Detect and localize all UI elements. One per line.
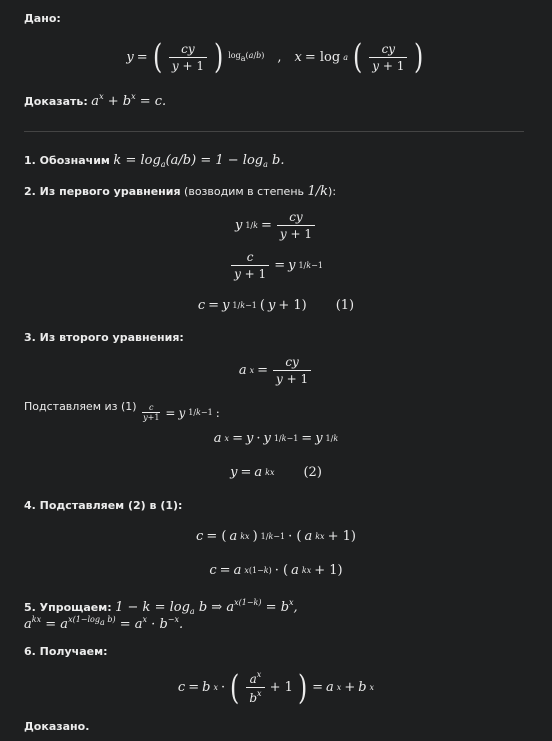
step-5-cont: $a^{kx} = a^{x(1-log_a b)} = a^x \cdot b^{-x}$. <box>24 615 184 632</box>
step-3-eq: a x = $\frac{cy}{y + 1}$ <box>0 355 552 386</box>
step-4-eq-b: c = a x(1−k) · ( a kx + 1) <box>209 563 343 578</box>
step-4-eq-a: c = ( a kx ) 1/k−1 · ( a kx + 1) <box>196 529 356 544</box>
step-1: 1. Обозначим $k = \log_a(a/b) = 1 - \log_a b$. <box>24 153 285 169</box>
step-5: 5. Упрощаем: $1 - k = \log_a b$ ⇒ $a^{x(1-k)} = b^x$, <box>24 598 298 616</box>
substitute-line: Подставляем из (1) $\frac{c}{y+1}$ = y 1/k−1 : <box>24 400 220 422</box>
step-3: 3. Из второго уравнения: <box>24 331 184 344</box>
step-6-eq: c = b x · ( $\frac{a^x}{b^x}$ + 1 ) = a x + b x <box>177 667 375 708</box>
proved-label: Доказано. <box>24 720 90 733</box>
substitute-eq-b: y = a kx (2) <box>230 465 322 480</box>
step-6: 6. Получаем: <box>24 645 108 658</box>
divider <box>24 131 524 132</box>
step-2: 2. Из первого уравнения (возводим в степень 1/k): <box>24 184 337 199</box>
given-equations: y = ( $\frac{cy}{y + 1}$ ) $\log_a(a/b)$ , x = log a ( $\frac{cy}{y + 1}$ ) <box>126 37 424 77</box>
given-label: Дано: <box>24 12 61 25</box>
step-2-eq-c: c = y 1/k−1 ( y + 1) (1) <box>197 298 355 313</box>
step-4: 4. Подставляем (2) в (1): <box>24 499 183 512</box>
substitute-eq-a: a x = y · y 1/k−1 = y 1/k <box>213 431 339 446</box>
step-2-eq-b: $\frac{c}{y + 1}$ = y 1/k−1 <box>0 250 552 281</box>
step-2-eq-a: y 1/k = $\frac{cy}{y + 1}$ <box>0 210 552 241</box>
prove-statement: Доказать: $a^x + b^x = c$. <box>24 92 167 109</box>
